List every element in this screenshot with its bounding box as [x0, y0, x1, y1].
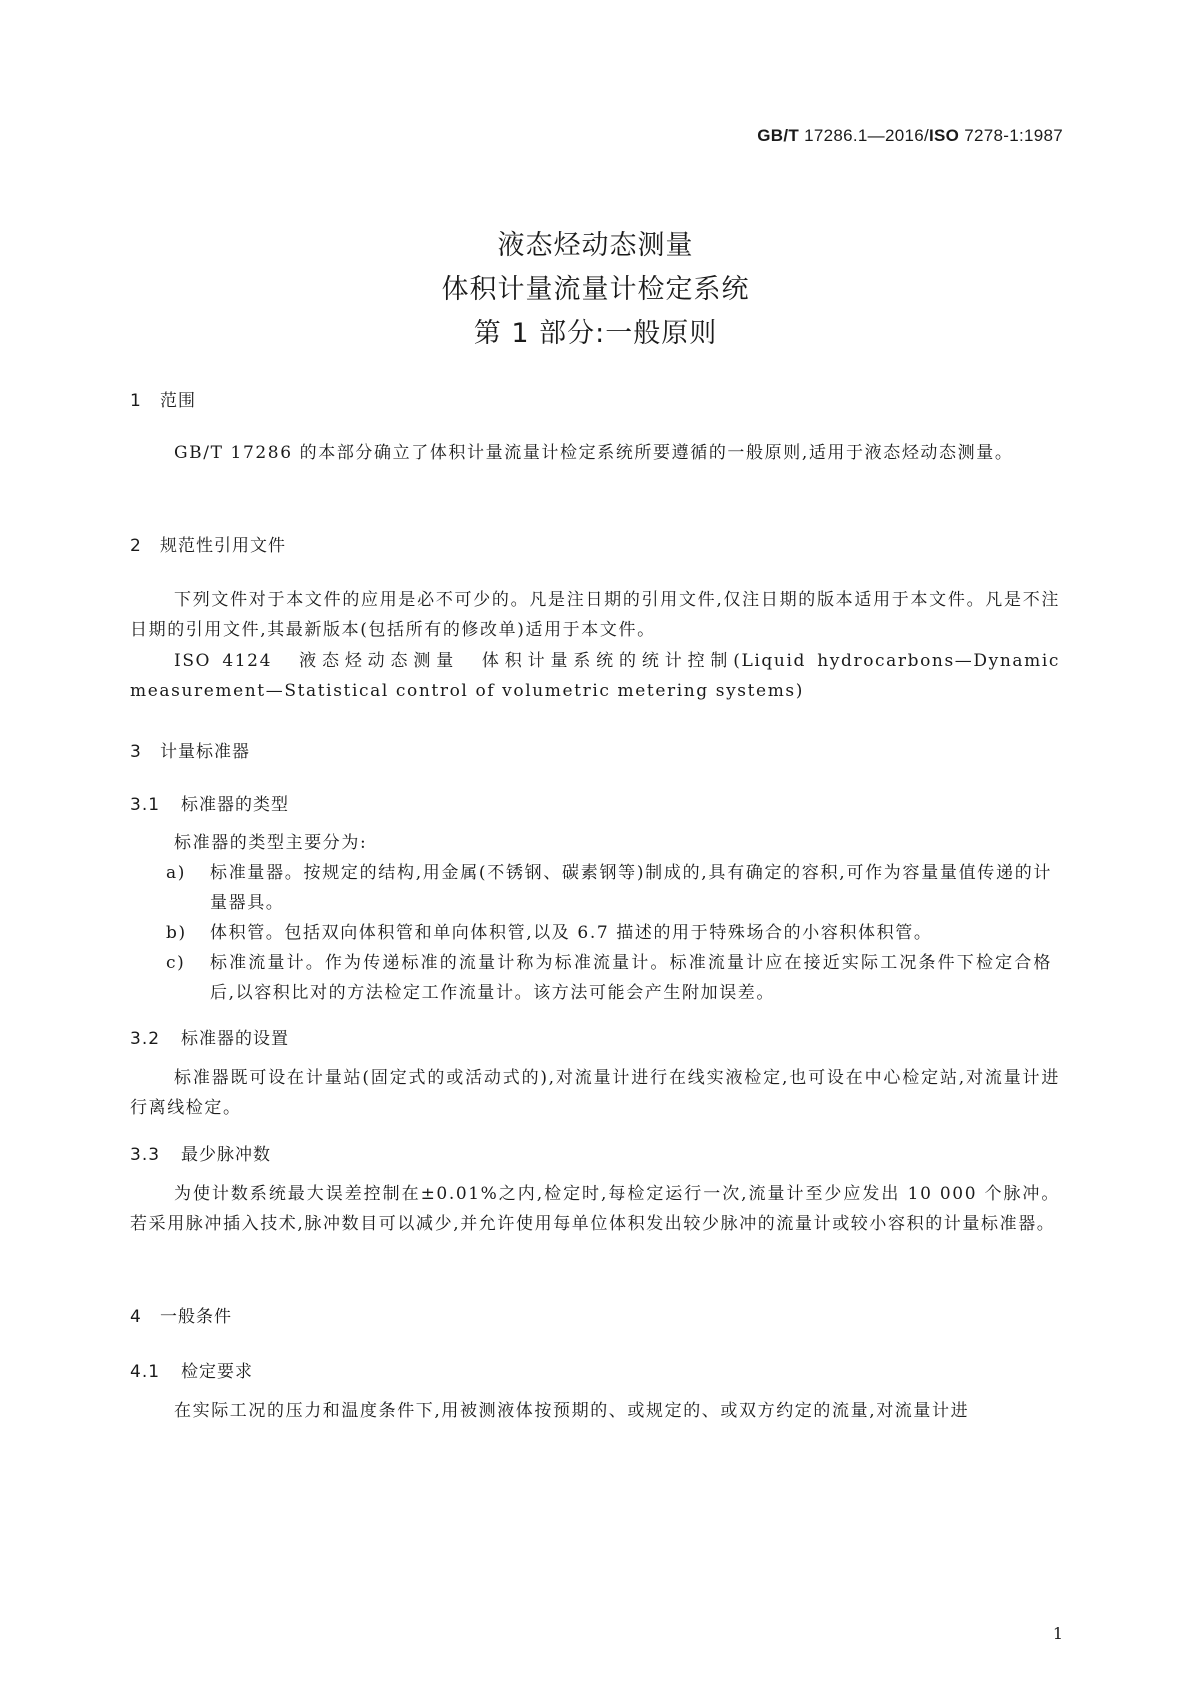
- section-number: 3.1: [130, 795, 161, 815]
- section-title: 范围: [160, 391, 196, 411]
- section-1-paragraph: GB/T 17286 的本部分确立了体积计量流量计检定系统所要遵循的一般原则,适用于液态烃动态测量。: [174, 443, 1014, 463]
- section-title: 一般条件: [160, 1307, 232, 1327]
- page-number: 1: [1052, 1624, 1063, 1643]
- list-marker: b): [166, 923, 187, 943]
- section-number: 4.1: [130, 1362, 161, 1382]
- section-3-heading: [130, 737, 250, 762]
- section-title: 最少脉冲数: [181, 1145, 271, 1165]
- section-2-heading: [130, 531, 286, 556]
- std-code-iso-number: 7278-1:1987: [959, 126, 1063, 145]
- section-number: 2: [130, 536, 142, 556]
- list-marker: c): [166, 953, 186, 973]
- section-1-heading: [130, 386, 196, 411]
- section-title: 规范性引用文件: [160, 536, 286, 556]
- section-4-1-paragraph: 在实际工况的压力和温度条件下,用被测液体按预期的、或规定的、或双方约定的流量,对流量计进: [174, 1401, 970, 1421]
- section-4-1-heading: [130, 1357, 253, 1382]
- section-2-reference: ISO 4124 液态烃动态测量 体积计量系统的统计控制(Liquid hydrocarbons—Dynamic measurement—Statistical control of volumetric metering systems): [130, 651, 1060, 701]
- std-code-iso: ISO: [929, 126, 960, 145]
- section-3-3-paragraph: 为使计数系统最大误差控制在±0.01%之内,检定时,每检定运行一次,流量计至少应发出 10 000 个脉冲。若采用脉冲插入技术,脉冲数目可以减少,并允许使用每单位体积发出较少脉冲的流量计或较小容积的计量标准器。: [130, 1184, 1060, 1234]
- title-line-2: 体积计量流量计检定系统: [441, 274, 750, 305]
- list-text: 标准流量计。作为传递标准的流量计称为标准流量计。标准流量计应在接近实际工况条件下检定合格后,以容积比对的方法检定工作流量计。该方法可能会产生附加误差。: [210, 953, 1052, 1003]
- section-3-2-heading: [130, 1024, 289, 1049]
- section-number: 3.3: [130, 1145, 161, 1165]
- document-title: [0, 224, 1191, 356]
- standard-code: [757, 126, 1063, 146]
- std-code-prefix: GB/T: [757, 126, 800, 145]
- section-2-paragraph-1: 下列文件对于本文件的应用是必不可少的。凡是注日期的引用文件,仅注日期的版本适用于本文件。凡是不注日期的引用文件,其最新版本(包括所有的修改单)适用于本文件。: [130, 590, 1060, 640]
- section-3-3-heading: [130, 1140, 271, 1165]
- list-marker: a): [166, 863, 186, 883]
- section-number: 3: [130, 742, 142, 762]
- list-text: 标准量器。按规定的结构,用金属(不锈钢、碳素钢等)制成的,具有确定的容积,可作为容量量值传递的计量器具。: [210, 863, 1052, 913]
- std-code-number: 17286.1—2016/: [799, 126, 929, 145]
- section-3-1-heading: [130, 790, 289, 815]
- title-line-3: 第 1 部分:一般原则: [473, 318, 718, 349]
- section-title: 标准器的设置: [181, 1029, 289, 1049]
- section-title: 计量标准器: [160, 742, 250, 762]
- section-number: 3.2: [130, 1029, 161, 1049]
- section-3-1-intro: 标准器的类型主要分为:: [174, 833, 368, 853]
- section-title: 标准器的类型: [181, 795, 289, 815]
- title-line-1: 液态烃动态测量: [497, 230, 694, 261]
- section-title: 检定要求: [181, 1362, 253, 1382]
- list-item-b: [166, 918, 1052, 948]
- list-text: 体积管。包括双向体积管和单向体积管,以及 6.7 描述的用于特殊场合的小容积体积管。: [210, 923, 933, 943]
- section-number: 4: [130, 1307, 142, 1327]
- section-number: 1: [130, 391, 142, 411]
- list-item-a: [166, 858, 1052, 918]
- section-3-2-paragraph: 标准器既可设在计量站(固定式的或活动式的),对流量计进行在线实液检定,也可设在中心检定站,对流量计进行离线检定。: [130, 1068, 1060, 1118]
- section-4-heading: [130, 1302, 232, 1327]
- list-item-c: [166, 948, 1052, 1008]
